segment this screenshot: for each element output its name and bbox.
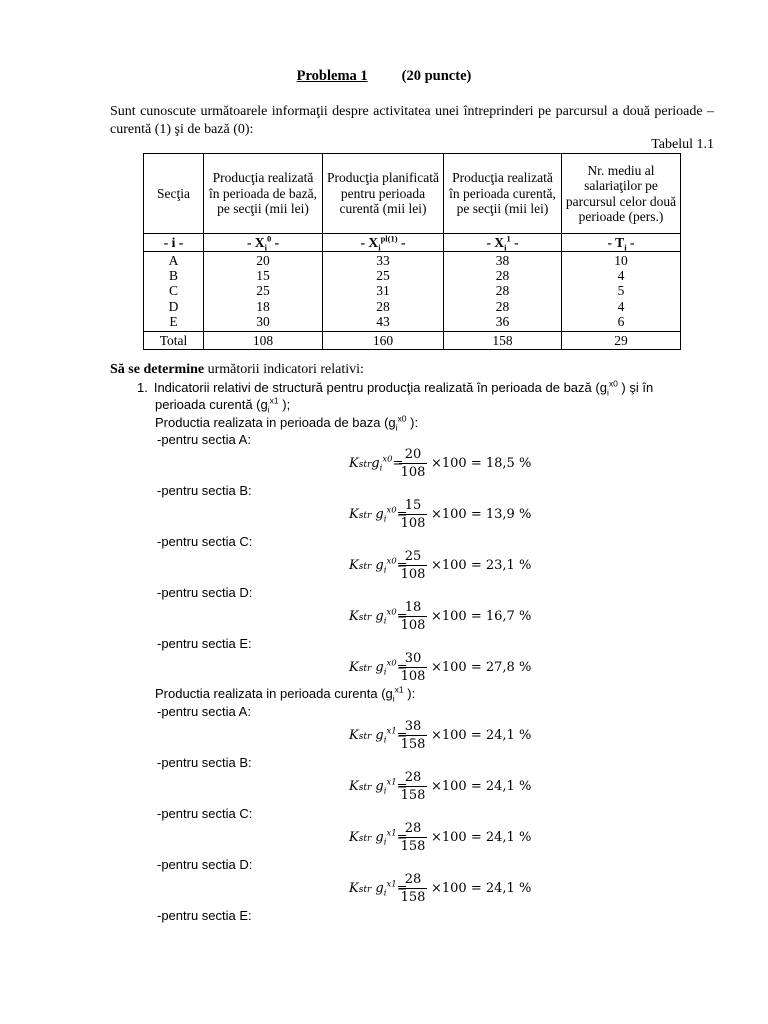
cell-x1: 36 — [495, 313, 510, 329]
cell-x1: 28 — [495, 283, 510, 299]
header-prod-planned: Producţia planificată pentru perioada curentă (mii lei) — [323, 154, 444, 234]
cell-x0: 15 — [256, 268, 270, 284]
table-data-rows — [144, 252, 681, 332]
problem-points: (20 puncte) — [401, 68, 472, 84]
cell-xpl: 31 — [376, 283, 390, 299]
total-label: Total — [144, 332, 204, 350]
cell-t: 4 — [617, 268, 625, 284]
label-sectia-b-base: -pentru sectia B: — [157, 483, 252, 498]
cell-x1: 28 — [495, 268, 510, 284]
cell-x0: 20 — [256, 253, 270, 268]
total-x1: 158 — [444, 332, 562, 350]
data-table — [143, 153, 681, 350]
label-sectia-d-current: -pentru sectia D: — [157, 857, 253, 872]
symbol-x0: - $X_i^0$ - — [204, 234, 323, 252]
total-xpl: 160 — [323, 332, 444, 350]
cell-section: E — [169, 313, 178, 329]
cell-xpl: 43 — [376, 313, 390, 329]
document-page: Problema 1 (20 puncte) Sunt cunoscute următoarele informaţii despre activitatea unei întreprinderi pe parcursul a două perioade – curentă (1) şi de bază (0): Tabelul 1.1 Secţia Producţia realizată în perioada de bază, pe secţii (mii lei) Producţia planificată pentru perioada curentă (mii lei) Producţia realizată în perioada curentă, pe secţii (mii lei) Nr. mediu al salariaţilor pe parcursul celor două perioade (pers.) - i - - $X_i^0$ - - $X_i^{pl(1)}$ - - $X_i^1$ - - $T_i$ - A B C D E 20 15 25 18 30 33 25 31 28 43 38 28 28 28 36 10 4 5 4 6 Total 108 160 158 29 Să se determine următorii indicatori relativi: 1. Indicatorii relativi de structură pentru producţia realizată în perioada de bază ($g_i^{x0}$ ) şi în perioada curentă ($g_i^{x1}$ ); Productia realizata in perioada de baza ($g_i^{x0}$ ): -pentru sectia A: -pentru sectia B: -pentru sectia C: -pentru sectia D: -pentru sectia E: Productia realizata in perioada curenta ($g_i^{x1}$ ): -pentru sectia A: -pentru sectia B: -pentru sectia C: -pentru sectia D: -pentru sectia E: Kstrg$_i^{x0}$= $\frac{20}{108}$ ×100 = 18,5 % Kstr $g_i^{x0}=$ $\frac{15}{108}$ ×100 = 13,9 % Kstr $g_i^{x0}=$ $\frac{25}{108}$ ×100 = 23,1 % Kstr $g_i^{x0}=$ $\frac{18}{108}$ ×100 = 16,7 % Kstr $g_i^{x0}=$ $\frac{30}{108}$ ×100 = 27,8 % Kstr $g_i^{x1}=$ $\frac{38}{158}$ ×100 = 24,1 % Kstr $g_i^{x1}=$ $\frac{28}{158}$ ×100 = 24,1 % Kstr $g_i^{x1}=$ $\frac{28}{158}$ ×100 = 24,1 % Kstr $g_i^{x1}=$ $\frac{28}{158}$ ×100 = 24,1 % — [0, 0, 768, 1024]
cell-t: 6 — [617, 313, 625, 329]
table-caption: Tabelul 1.1 — [651, 137, 714, 152]
intro-paragraph: Sunt cunoscute următoarele informaţii despre activitatea unei întreprinderi pe parcursul a două perioade – curentă (1) şi de bază (0): — [110, 104, 714, 137]
cell-x0: 18 — [256, 298, 270, 314]
cell-section: B — [168, 268, 178, 284]
problem-title — [0, 68, 768, 85]
header-employees: Nr. mediu al salariaţilor pe parcursul celor două perioade (pers.) — [562, 154, 681, 234]
item-number: 1. — [137, 380, 148, 395]
label-sectia-b-current: -pentru sectia B: — [157, 755, 252, 770]
cell-x1: 28 — [495, 298, 510, 314]
subheading-base: Productia realizata in perioada de baza ($g_i^{x0}$ ): — [155, 413, 419, 433]
header-sectia: Secţia — [144, 154, 204, 234]
symbol-t: - $T_i$ - — [562, 234, 681, 252]
col-xpl — [323, 252, 444, 332]
cell-t: 5 — [617, 283, 625, 299]
cell-t: 10 — [614, 253, 628, 268]
label-sectia-e-base: -pentru sectia E: — [157, 636, 252, 651]
cell-x0: 30 — [256, 313, 270, 329]
subheading-current: Productia realizata in perioada curenta ($g_i^{x1}$ ): — [155, 684, 416, 704]
cell-t: 4 — [617, 298, 625, 314]
symbol-xpl: - $X_i^{pl(1)}$ - — [323, 234, 444, 252]
header-prod-base: Producţia realizată în perioada de bază, pe secţii (mii lei) — [204, 154, 323, 234]
total-t: 29 — [562, 332, 681, 350]
col-x0 — [204, 252, 323, 332]
cell-section: A — [168, 253, 179, 268]
item-1-line1: 1. Indicatorii relativi de structură pentru producţia realizată în perioada de bază ($g_i^{x0}$ ) şi în — [137, 378, 654, 398]
total-x0: 108 — [204, 332, 323, 350]
label-sectia-a-current: -pentru sectia A: — [157, 704, 251, 719]
symbol-i: - i - — [144, 234, 204, 252]
header-prod-current: Producţia realizată în perioada curentă, pe secţii (mii lei) — [444, 154, 562, 234]
col-x1 — [444, 252, 562, 332]
table-total-row — [144, 332, 681, 350]
item-1-line2: perioada curentă ($g_i^{x1}$ ); — [155, 395, 291, 415]
cell-section: D — [168, 298, 179, 314]
cell-xpl: 33 — [376, 253, 390, 268]
col-sections — [144, 252, 204, 332]
label-sectia-c-current: -pentru sectia C: — [157, 806, 253, 821]
table-header-row — [144, 154, 681, 234]
cell-x1: 38 — [495, 253, 510, 268]
task-statement: Să se determine următorii indicatori relativi: — [110, 362, 364, 377]
cell-section: C — [168, 283, 178, 299]
label-sectia-a-base: -pentru sectia A: — [157, 432, 251, 447]
cell-xpl: 25 — [376, 268, 390, 284]
label-sectia-e-current: -pentru sectia E: — [157, 908, 252, 923]
col-t — [562, 252, 681, 332]
label-sectia-d-base: -pentru sectia D: — [157, 585, 253, 600]
cell-xpl: 28 — [376, 298, 390, 314]
problem-number: Problema 1 — [296, 68, 368, 84]
symbol-x1: - $X_i^1$ - — [444, 234, 562, 252]
cell-x0: 25 — [256, 283, 270, 299]
label-sectia-c-base: -pentru sectia C: — [157, 534, 253, 549]
symbol-row — [144, 234, 681, 252]
